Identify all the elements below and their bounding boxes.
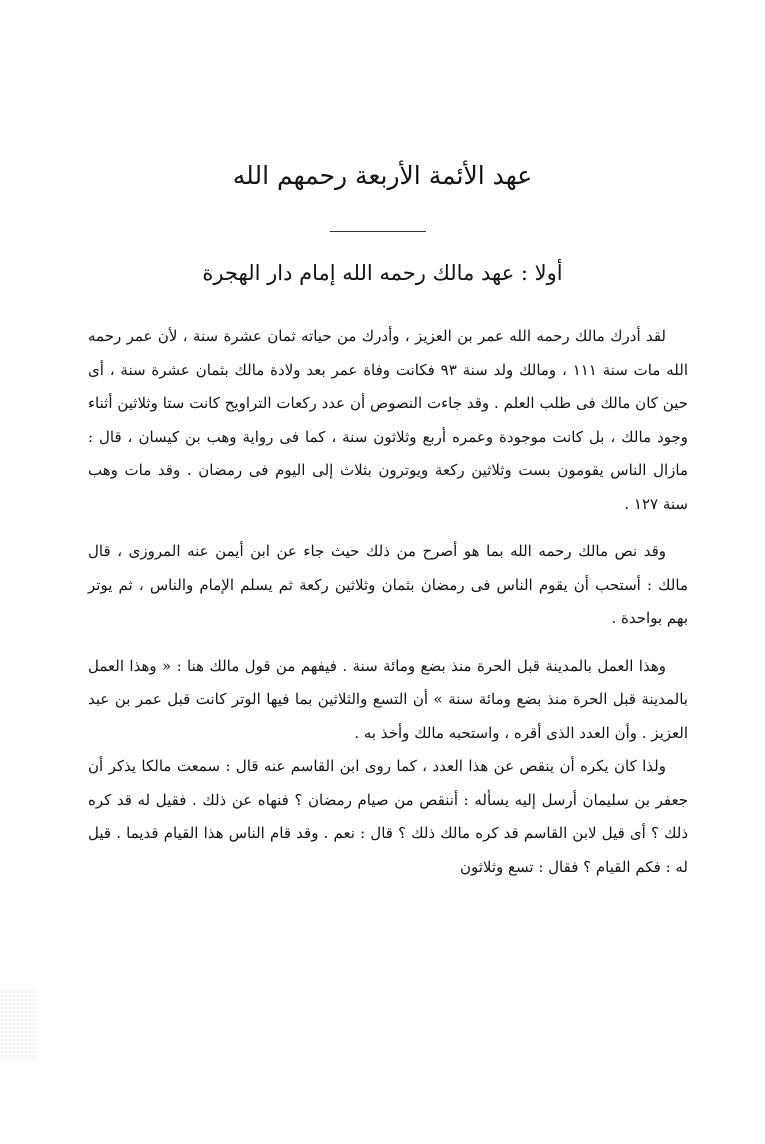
paragraph-1: لقد أدرك مالك رحمه الله عمر بن العزيز ، وأدرك من حياته ثمان عشرة سنة ، لأن عمر رحمه الله مات سنة ١١١ ، ومالك ولد سنة ٩٣ فكانت وفاة عمر بعد ولادة مالك بثمان عشرة سنة ، أى حين كان مالك فى طلب العلم . وقد جاءت النصوص أن عدد ركعات التراويح كانت ستا وثلاثين أثناء وجود مالك ، بل كانت موجودة وعمره أربع وثلاثون سنة ، كما فى رواية وهب بن كيسان ، قال : مازال الناس يقومون بست وثلاثين ركعة ويوترون بثلاث إلى اليوم فى رمضان . وقد مات وهب سنة ١٢٧ . — [88, 327, 688, 513]
title-divider — [330, 231, 426, 232]
paragraph-4: ولذا كان يكره أن ينقص عن هذا العدد ، كما روى ابن القاسم عنه قال : سمعت مالكا يذكر أن جعفر بن سليمان أرسل إليه يسأله : أننقص من صيام رمضان ؟ فنهاه عن ذلك . فقيل له قد كره ذلك ؟ أى قيل لابن القاسم قد كره مالك ذلك ؟ قال : نعم . وقد قام الناس هذا القيام قديما . قيل له : فكم القيام ؟ فقال : تسع وثلاثون — [88, 757, 688, 876]
chapter-title: عهد الأئمة الأربعة رحمهم الله — [232, 161, 533, 190]
paragraph-2: وقد نص مالك رحمه الله بما هو أصرح من ذلك حيث جاء عن ابن أيمن عنه المروزى ، قال مالك : أستحب أن يقوم الناس فى رمضان بثمان وثلاثين ركعة ثم يسلم الإمام والناس ، ثم يوتر بهم بواحدة . — [88, 542, 688, 627]
paragraph-3: وهذا العمل بالمدينة قبل الحرة منذ بضع ومائة سنة . فيفهم من قول مالك هنا : « وهذا العمل بالمدينة قبل الحرة منذ بضع ومائة سنة » أن التسع والثلاثين بما فيها الوتر كانت قبل عمر بن عبد العزيز . وأن العدد الذى أقره ، واستحبه مالك وأخذ به . — [88, 656, 688, 742]
page-body — [88, 320, 688, 884]
scan-speckle-mark — [0, 990, 36, 1060]
section-heading: أولا : عهد مالك رحمه الله إمام دار الهجرة — [202, 261, 563, 285]
